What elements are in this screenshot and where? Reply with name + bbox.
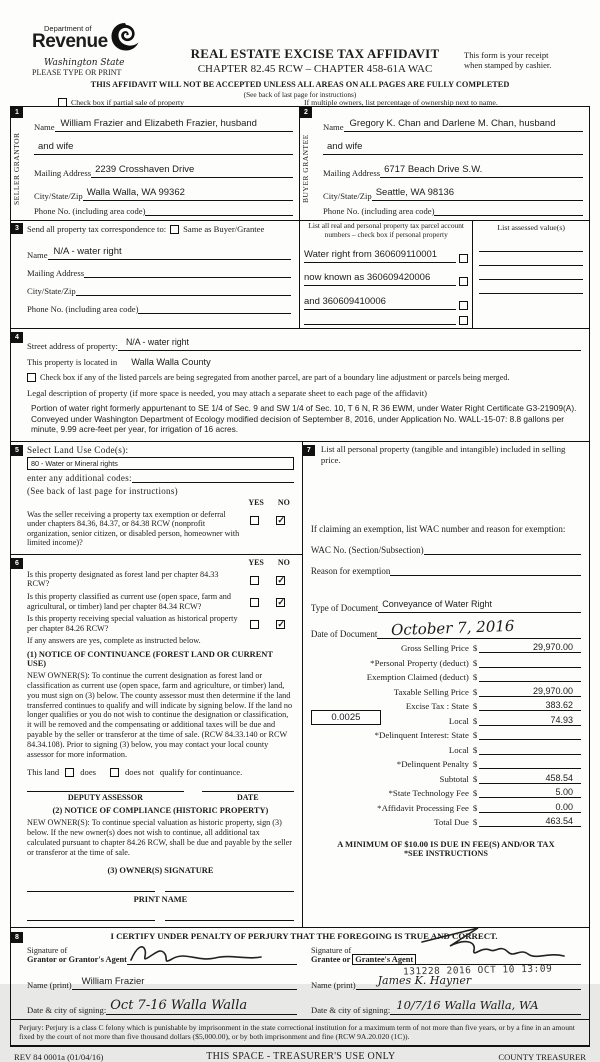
grantee-date-city-label: Date & city of signing: [311, 1004, 391, 1015]
wac-no-label: WAC No. (Section/Subsection) [310, 544, 424, 555]
type-of-document-label: Type of Document [310, 602, 379, 613]
seller-phone-label: Phone No. (including area code) [34, 206, 146, 216]
personal-property-deduct-field[interactable] [479, 657, 581, 668]
deputy-date-line[interactable]: DATE [202, 791, 294, 802]
money-row-value: 5.00 [555, 787, 573, 797]
seller-mailing-label: Mailing Address [34, 168, 92, 178]
money-row-label: *Personal Property (deduct) [370, 657, 469, 668]
buyer-mailing-label: Mailing Address [323, 168, 381, 178]
buyer-mailing-value: 6717 Beach Drive S.W. [384, 164, 483, 175]
date-of-document-value: October 7, 2016 [391, 616, 516, 639]
seller-name-field[interactable] [55, 113, 293, 132]
money-row-value: 463.54 [545, 816, 573, 826]
owner-print-line-1[interactable] [27, 920, 155, 922]
owner-signature-line-2[interactable] [165, 891, 293, 893]
partial-sale-checkbox[interactable] [58, 98, 67, 107]
money-row-label: Total Due [434, 817, 469, 827]
parcel-personal-checkbox-1[interactable] [459, 254, 468, 263]
money-row-label: Subtotal [439, 773, 469, 784]
legal-description-text: Portion of water right formerly appurtenant to SE 1/4 of Sec. 9 and SW 1/4 of Sec. 10, T 6 N, R 36 EWM, under Water Right Certificate G3-21909(A). Conveyed under Washington Department of Ecology modified decision of September 8, 2016, under Application No. WALL-15-07: 8.8 gallons per minute, 9.99 acre-feet per year, for irrigation of 16 acres. [31, 403, 577, 434]
same-as-buyer-checkbox[interactable] [170, 225, 179, 234]
certify-statement: I CERTIFY UNDER PENALTY OF PERJURY THAT THE FOREGOING IS TRUE AND CORRECT. [110, 930, 498, 941]
seller-name-label: Name [34, 122, 55, 132]
county-treasurer-label: COUNTY TREASURER [498, 1051, 586, 1062]
seller-name-value2: and wife [38, 141, 74, 152]
continuance-section [11, 555, 302, 927]
assessed-values-header: List assessed value(s) [497, 223, 565, 232]
section6-yes-header: YES [248, 557, 264, 567]
exemption-deferral-question: Was the seller receiving a property tax exemption or deferral under chapters 84.36, 84.37, or 84.38 RCW (nonprofit organization, senior citizen, or disabled person, homeowner with limited income)? [27, 509, 240, 548]
subtotal-field[interactable] [479, 773, 581, 784]
buyer-mailing-field[interactable] [380, 159, 583, 178]
parcel-personal-checkbox-2[interactable] [459, 277, 468, 286]
does-not-label: does not [125, 767, 154, 778]
buyer-phone-field[interactable] [434, 205, 583, 216]
send-correspondence-label: Send all property tax correspondence to: [27, 224, 167, 234]
corr-city-field[interactable] [76, 285, 291, 296]
buyer-name-field[interactable] [344, 113, 583, 132]
land-does-not-checkbox[interactable] [110, 768, 119, 777]
grantee-sig-label1: Signature of [311, 945, 352, 955]
street-address-label: Street address of property: [27, 341, 118, 351]
forest-no-checkbox[interactable] [276, 576, 285, 585]
date-of-document-field[interactable] [377, 616, 581, 639]
parcel-personal-checkbox-3[interactable] [459, 301, 468, 310]
grantee-name-print-label: Name (print) [311, 979, 356, 990]
assessed-value-field-4[interactable] [479, 280, 583, 294]
owner-print-line-2[interactable] [165, 920, 293, 922]
section5-see-back: (See back of last page for instructions) [27, 485, 178, 496]
notice-continuance-title: (1) NOTICE OF CONTINUANCE (FOREST LAND OR CURRENT USE) [27, 650, 273, 669]
cashier-receipt-stamp: 131228 2016 OCT 10 13:09 [402, 963, 553, 978]
land-does-checkbox[interactable] [65, 768, 74, 777]
seller-city-field[interactable] [83, 182, 293, 201]
notice-continuance-text: NEW OWNER(S): To continue the current designation as forest land or classification as current use (open space, farm and agriculture, or timber) land, you must sign on (3) below. The county assessor must then determine if the land transferred continues to qualify and will indicate by signing below. If the land no longer qualifies or you do not wish to continue the designation or classification, it will be removed and the compensating or additional taxes will be due and payable by the seller or transferor at the time of sale. (RCW 84.33.140 or RCW 84.34.108). Prior to signing (3) below, you may contact your local county assessor for more information. [27, 671, 293, 759]
form-subtitle: CHAPTER 82.45 RCW – CHAPTER 458-61A WAC [197, 63, 433, 75]
section4-number: 4 [11, 332, 23, 343]
legal-description-label: Legal description of property (if more space is needed, you may attach a separate sheet to each page of the affidavit) [27, 388, 427, 398]
if-yes-note: If any answers are yes, complete as instructed below. [27, 636, 201, 646]
form-header [10, 24, 590, 106]
seller-city-label: City/State/Zip [34, 191, 83, 201]
section2-number: 2 [300, 107, 312, 118]
buyer-city-label: City/State/Zip [323, 191, 372, 201]
parcel-row-field[interactable] [304, 244, 456, 263]
buyer-name-field-line2[interactable] [323, 136, 583, 155]
seller-mailing-field[interactable] [91, 159, 293, 178]
historical-yes-checkbox[interactable] [250, 620, 259, 629]
section5-no-header: NO [277, 497, 290, 507]
section6-no-header: NO [277, 557, 290, 567]
grantee-date-city-field[interactable] [390, 996, 581, 1015]
parcel-row-value: now known as 360609420006 [304, 272, 431, 283]
money-row-value: 29,970.00 [532, 642, 573, 652]
excise-tax-state-field[interactable] [479, 700, 581, 711]
section6-number: 6 [11, 558, 23, 569]
buyer-phone-label: Phone No. (including area code) [323, 206, 435, 216]
located-in-label: This property is located in [27, 357, 118, 367]
buyer-city-value: Seattle, WA 98136 [375, 187, 455, 198]
please-type-label: PLEASE TYPE OR PRINT [32, 68, 122, 77]
notice-compliance-text: NEW OWNER(S): To continue special valuation as historic property, sign (3) below. If the new owner(s) does not wish to continue, all additional tax calculated pursuant to chapter 84.26 RCW, shall be due and payable by the seller or transferor at the time of sale. [27, 818, 293, 857]
street-address-value: N/A - water right [125, 337, 190, 347]
rev-form-number: REV 84 0001a (01/04/16) [14, 1051, 104, 1062]
street-address-field[interactable] [118, 332, 581, 351]
buyer-city-field[interactable] [372, 182, 583, 201]
money-row-label: Local [448, 744, 469, 755]
property-location-section [11, 329, 589, 442]
grantee-signature-block [311, 945, 581, 1015]
tax-correspondence-section [11, 221, 300, 328]
personal-property-blank-area[interactable] [311, 466, 581, 524]
grantee-signature-field[interactable] [416, 945, 581, 965]
exemption-claimed-field[interactable] [479, 671, 581, 682]
treasurer-space-label: THIS SPACE - TREASURER'S USE ONLY [206, 1051, 396, 1062]
historical-no-checkbox[interactable] [276, 620, 285, 629]
parcel-numbers-column [300, 221, 473, 328]
see-back-note: (See back of last page for instructions) [243, 90, 357, 99]
money-row-label: *Affidavit Processing Fee [377, 802, 469, 813]
located-in-value: Walla Walla County [131, 357, 211, 367]
current-use-yes-checkbox[interactable] [250, 598, 259, 607]
money-row-value: 74.93 [550, 714, 573, 725]
seller-mailing-value: 2239 Crosshaven Drive [95, 164, 195, 175]
total-due-field[interactable] [479, 816, 581, 827]
land-use-title: Select Land Use Code(s): [27, 444, 129, 455]
money-row-label: Excise Tax : State [405, 701, 469, 711]
section3-number: 3 [11, 223, 23, 234]
qualify-label: qualify for continuance. [159, 767, 243, 778]
seller-city-value: Walla Walla, WA 99362 [86, 187, 185, 198]
type-of-document-field[interactable] [378, 594, 581, 613]
state-technology-fee-field[interactable] [479, 787, 581, 798]
grantee-sig-label2: Grantee or [311, 955, 351, 965]
corr-mailing-field[interactable] [84, 267, 291, 278]
print-name-title: PRINT NAME [133, 894, 188, 904]
buyer-section [300, 107, 589, 220]
exemption-no-checkbox[interactable] [276, 516, 285, 525]
parcel-row-field[interactable] [304, 314, 456, 325]
grantor-signature-block [27, 945, 297, 1015]
money-row-label: Local [448, 715, 469, 726]
money-row-value: 383.62 [545, 700, 573, 710]
form-title: REAL ESTATE EXCISE TAX AFFIDAVIT [190, 46, 440, 61]
historical-question: Is this property receiving special valuation as historical property per chapter 84.26 RCW? [27, 614, 238, 633]
parcel-row-value: Water right from 360609110001 [304, 248, 438, 260]
corr-city-label: City/State/Zip [27, 286, 76, 296]
delinquent-interest-local-field[interactable] [479, 744, 581, 755]
money-row-value: 0.00 [555, 801, 573, 812]
section8-number: 8 [11, 932, 23, 943]
buyer-name-value: Gregory K. Chan and Darlene M. Chan, husband [349, 118, 556, 129]
segregated-label: Check box if any of the listed parcels are being segregated from another parcel, are part of a boundary line adjustment or parcels being merged. [40, 373, 510, 382]
grantee-name-print-value: James K. Hayner [377, 973, 472, 987]
current-use-no-checkbox[interactable] [276, 598, 285, 607]
money-row-label: Exemption Claimed (deduct) [366, 672, 469, 682]
section7-number: 7 [303, 445, 315, 456]
parcel-numbers-header: List all real and personal property tax parcel account numbers – check box if personal property [308, 221, 464, 239]
footer-row [10, 1047, 590, 1062]
dor-swirl-icon [110, 22, 140, 52]
date-of-document-label: Date of Document [310, 628, 378, 639]
money-row-label: Gross Selling Price [400, 643, 469, 653]
assessed-value-field-2[interactable] [479, 252, 583, 266]
partial-sale-label: Check box if partial sale of property [71, 98, 185, 107]
grantor-sig-label2: Grantor or Grantor's Agent [27, 955, 127, 965]
grantor-name-print-value: William Frazier [81, 975, 145, 987]
notice-compliance-title: (2) NOTICE OF COMPLIANCE (HISTORIC PROPERTY) [52, 806, 269, 816]
owners-signature-title: (3) OWNER(S) SIGNATURE [107, 865, 214, 875]
parcel-row-field[interactable] [304, 267, 456, 286]
exemption-yes-checkbox[interactable] [250, 516, 259, 525]
grantee-signature-scribble [416, 924, 576, 968]
seller-name-field-line2[interactable] [34, 136, 293, 155]
does-label: does [80, 767, 96, 778]
assessed-value-field-3[interactable] [479, 266, 583, 280]
delinquent-interest-state-field[interactable] [479, 729, 581, 740]
seller-phone-field[interactable] [145, 205, 293, 216]
this-land-label: This land [27, 767, 60, 778]
corr-mailing-label: Mailing Address [27, 268, 85, 278]
owner-signature-line-1[interactable] [27, 891, 155, 893]
land-use-section [11, 442, 302, 555]
additional-codes-field[interactable] [132, 472, 294, 483]
see-instructions-note: *SEE INSTRUCTIONS [403, 849, 488, 858]
land-use-code-value: 80 - Water or Mineral rights [31, 458, 118, 468]
grantor-name-print-field[interactable] [72, 971, 297, 990]
section5-yes-header: YES [248, 497, 264, 507]
parcel-row-field[interactable] [304, 291, 456, 310]
wac-no-field[interactable] [424, 544, 581, 555]
multiple-owners-note: If multiple owners, list percentage of ownership next to name. [304, 98, 498, 107]
form-body [10, 106, 590, 1047]
exemption-intro: If claiming an exemption, list WAC number and reason for exemption: [310, 523, 566, 534]
grantor-signature-field[interactable] [127, 945, 297, 965]
money-row-value: 29,970.00 [532, 685, 573, 696]
corr-name-value: N/A - water right [53, 246, 122, 257]
corr-phone-label: Phone No. (including area code) [27, 304, 139, 314]
segregated-checkbox[interactable] [27, 373, 36, 382]
land-use-code-field[interactable] [27, 457, 294, 470]
assessed-values-column [473, 221, 589, 328]
grantee-date-city-value: 10/7/16 Walla Walla, WA [396, 997, 539, 1012]
seller-grantor-side-label: SELLER GRANTOR [12, 132, 21, 205]
gross-selling-price-field[interactable] [479, 642, 581, 653]
money-row-label: *Delinquent Penalty [396, 759, 469, 769]
personal-property-intro: List all personal property (tangible and intangible) included in selling price. [320, 443, 566, 465]
deputy-assessor-line[interactable]: DEPUTY ASSESSOR [27, 791, 184, 802]
personal-property-section: 7 List all personal property (tangible and intangible) included in selling price. If claiming an exemption, list WAC number and reason for exemption: WAC No. (Section/Subsection) Reason for exemption Type of Document Conveyance of Water Right Date of Document October 7, 2016 Gross Selling Price $ 29,970.00 *Personal Property (deduct) $ Exemption Claimed (deduct) $ Taxable Selling Price $ 29,970.00 Excise Tax : State $ 383.62 0.0025 Local $ 74.93 *Delinquent Interest: State $ Local $ *Delinquent Penalty $ Subtotal $ 458.54 *State Technology Fee $ 5.00 *Affidavit Processing Fee $ 0.00 Total Due $ 463.54 A MINIMUM OF $10.00 IS DUE IN FEE(S) AND/OR TAX *SEE INSTRUCTIONS [303, 442, 589, 927]
grantor-date-city-label: Date & city of signing: [27, 1004, 107, 1015]
receipt-note-line2: when stamped by cashier. [464, 60, 552, 70]
buyer-name-label: Name [323, 122, 344, 132]
money-row-label: Taxable Selling Price [393, 686, 469, 697]
section5-number: 5 [11, 445, 23, 456]
buyer-name-value2: and wife [327, 141, 363, 152]
parcel-row-value: and 360609410006 [304, 295, 386, 307]
type-of-document-value: Conveyance of Water Right [382, 598, 492, 609]
assessed-value-field-1[interactable] [479, 238, 583, 252]
buyer-grantee-side-label: BUYER GRANTEE [301, 134, 310, 203]
delinquent-penalty-field[interactable] [479, 758, 581, 769]
money-row-value: 458.54 [545, 772, 573, 783]
seller-section [11, 107, 300, 220]
same-as-buyer-label: Same as Buyer/Grantee [183, 224, 265, 234]
section1-number: 1 [11, 107, 23, 118]
washington-state-label: Washington State [44, 58, 125, 68]
current-use-question: Is this property classified as current use (open space, farm and agricultural, or timber) land per chapter 84.34 RCW? [27, 592, 231, 611]
acceptance-notice: THIS AFFIDAVIT WILL NOT BE ACCEPTED UNLESS ALL AREAS ON ALL PAGES ARE FULLY COMPLETED [90, 80, 510, 89]
parcel-personal-checkbox-4[interactable] [459, 316, 468, 325]
revenue-label: Revenue [32, 31, 108, 52]
money-row-label: *State Technology Fee [388, 788, 469, 798]
dor-logo [32, 24, 182, 70]
reason-exemption-field[interactable] [390, 565, 581, 576]
reason-exemption-label: Reason for exemption [310, 565, 391, 576]
seller-name-value: William Frazier and Elizabeth Frazier, husband [60, 118, 257, 129]
receipt-note-line1: This form is your receipt [464, 50, 549, 60]
dept-of-label: Department of [44, 24, 92, 33]
taxable-selling-price-field[interactable] [479, 686, 581, 697]
additional-codes-label: enter any additional codes: [27, 472, 132, 483]
excise-tax-local-field[interactable] [479, 715, 581, 726]
affidavit-processing-fee-field[interactable] [479, 802, 581, 813]
grantor-signature-scribble [127, 938, 277, 968]
corr-name-label: Name [27, 250, 48, 260]
money-row-label: *Delinquent Interest: State [374, 730, 469, 740]
grantor-sig-label1: Signature of [27, 945, 68, 955]
corr-phone-field[interactable] [138, 303, 291, 314]
forest-yes-checkbox[interactable] [250, 576, 259, 585]
grantor-name-print-label: Name (print) [27, 979, 72, 990]
local-rate-box[interactable]: 0.0025 [311, 710, 381, 725]
grantee-agent-boxed-label: Grantee's Agent [352, 954, 416, 965]
minimum-fee-note: A MINIMUM OF $10.00 IS DUE IN FEE(S) AND/OR TAX [337, 839, 555, 849]
perjury-statement: Perjury: Perjury is a class C felony which is punishable by imprisonment in the state correctional institution for a maximum term of not more than five years, or by a fine in an amount fixed by the court of not more than five thousand dollars ($5,000.00), or by both imprisonment and fine (RCW 9A.20.020 (1C)). [11, 1020, 589, 1047]
forest-land-question: Is this property designated as forest land per chapter 84.33 RCW? [27, 569, 219, 589]
corr-name-field[interactable] [48, 241, 291, 260]
grantor-date-city-value: Oct 7-16 Walla Walla [110, 997, 248, 1013]
grantor-date-city-field[interactable] [106, 996, 297, 1015]
